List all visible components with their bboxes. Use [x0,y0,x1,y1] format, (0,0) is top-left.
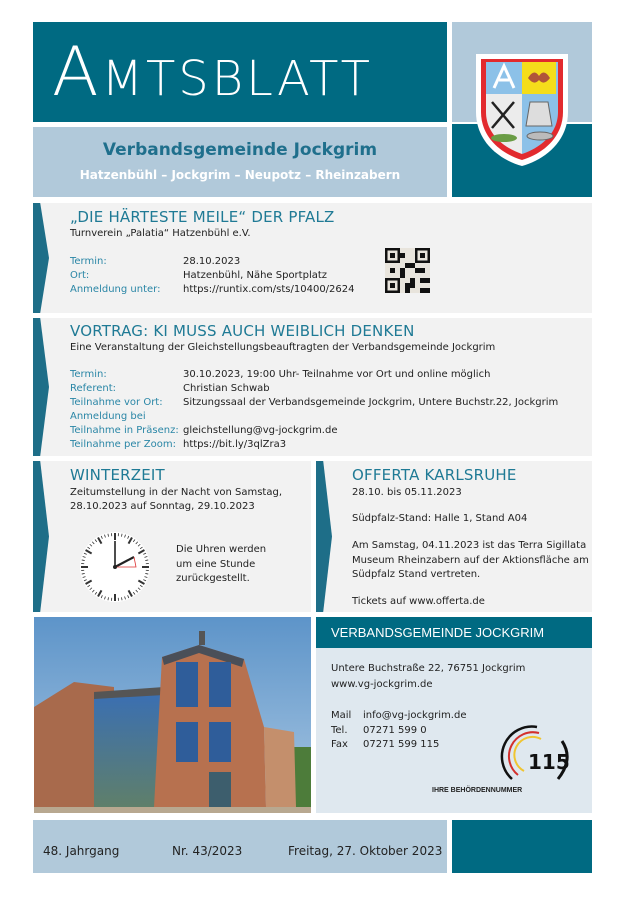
offerta-card [316,461,592,612]
event-card-ki-vortrag [33,318,592,456]
detail-row: Anmeldung bei [70,411,146,422]
footer-date: Freitag, 27. Oktober 2023 [288,844,443,858]
offerta-dates: 28.10. bis 05.11.2023 [352,487,462,498]
offerta-title: OFFERTA KARLSRUHE [352,466,517,484]
detail-row: Teilnahme per Zoom: https://bit.ly/3qlZra3 [70,439,287,450]
detail-row: Referent: Christian Schwab [70,383,270,394]
detail-row: Teilnahme in Präsenz: gleichstellung@vg-jockgrim.de [70,425,338,436]
qr-code-icon[interactable] [385,248,430,293]
chevron-marker-icon [33,461,49,612]
contact-heading: VERBANDSGEMEINDE JOCKGRIM [331,625,545,640]
contact-heading-bar [316,617,592,648]
masthead-title: AMTSBLATT [52,33,373,112]
coat-of-arms-icon [472,50,572,170]
clock-note: Die Uhren werden um eine Stunde zurückgestellt. [176,544,267,584]
offerta-tickets: Tickets auf www.offerta.de [352,596,485,607]
event-title: „DIE HÄRTESTE MEILE“ DER PFALZ [70,208,335,226]
offerta-stand: Südpfalz-Stand: Halle 1, Stand A04 [352,513,528,524]
subtitle-band [33,127,447,197]
contact-card [316,617,592,813]
event-title: VORTRAG: KI MUSS AUCH WEIBLICH DENKEN [70,322,415,340]
offerta-info: Am Samstag, 04.11.2023 ist das Terra Sigillata Museum Rheinzabern auf der Aktionsfläche am Südpfalz Stand vertreten. [352,540,589,580]
behoerdennummer-115-logo-icon [482,719,572,787]
contact-website[interactable]: www.vg-jockgrim.de [331,679,433,690]
winterzeit-title: WINTERZEIT [70,466,165,484]
event-details [70,368,558,452]
contact-row-tel: Tel. 07271 599 0 [331,724,427,736]
event-card-haerteste-meile [33,203,592,313]
winterzeit-card [33,461,311,612]
detail-row: Teilnahme vor Ort: Sitzungssaal der Verbandsgemeinde Jockgrim, Untere Buchstr.22, Jockgrim [70,397,559,408]
behoerdennummer-caption: IHRE BEHÖRDENNUMMER [432,787,523,794]
footer-issue: Nr. 43/2023 [172,844,243,858]
chevron-marker-icon [33,318,49,456]
footer-volume: 48. Jahrgang [43,844,120,858]
detail-row: Termin: 28.10.2023 [70,256,241,267]
chevron-marker-icon [316,461,332,612]
detail-row: Termin: 30.10.2023, 19:00 Uhr- Teilnahme vor Ort und online möglich [70,369,491,380]
contact-row-fax: Fax 07271 599 115 [331,739,440,750]
municipality-name: Verbandsgemeinde Jockgrim [102,140,378,160]
contact-row-mail: Mail info@vg-jockgrim.de [331,710,467,721]
event-organizer: Eine Veranstaltung der Gleichstellungsbeauftragten der Verbandsgemeinde Jockgrim [70,342,496,353]
registration-link[interactable]: https://runtix.com/sts/10400/2624 [183,284,355,295]
footer-accent-block [452,820,592,873]
event-organizer: Turnverein „Palatia“ Hatzenbühl e.V. [70,228,251,239]
event-details [70,255,355,297]
member-towns: Hatzenbühl – Jockgrim – Neupotz – Rheinzabern [79,168,401,182]
winterzeit-line1: Zeitumstellung in der Nacht von Samstag, [70,487,283,498]
winterzeit-line2: 28.10.2023 auf Sonntag, 29.10.2023 [70,501,255,512]
clock-icon [79,531,151,603]
chevron-marker-icon [33,203,49,313]
contact-details [331,709,466,753]
town-hall-photo [34,617,311,813]
detail-row: Anmeldung unter: https://runtix.com/sts/10400/2624 [70,284,355,295]
svg-text:115: 115 [528,750,570,774]
detail-row: Ort: Hatzenbühl, Nähe Sportplatz [70,270,328,281]
email-link[interactable]: gleichstellung@vg-jockgrim.de [183,425,338,436]
zoom-link[interactable]: https://bit.ly/3qlZra3 [183,439,287,450]
contact-address: Untere Buchstraße 22, 76751 Jockgrim [331,663,526,674]
